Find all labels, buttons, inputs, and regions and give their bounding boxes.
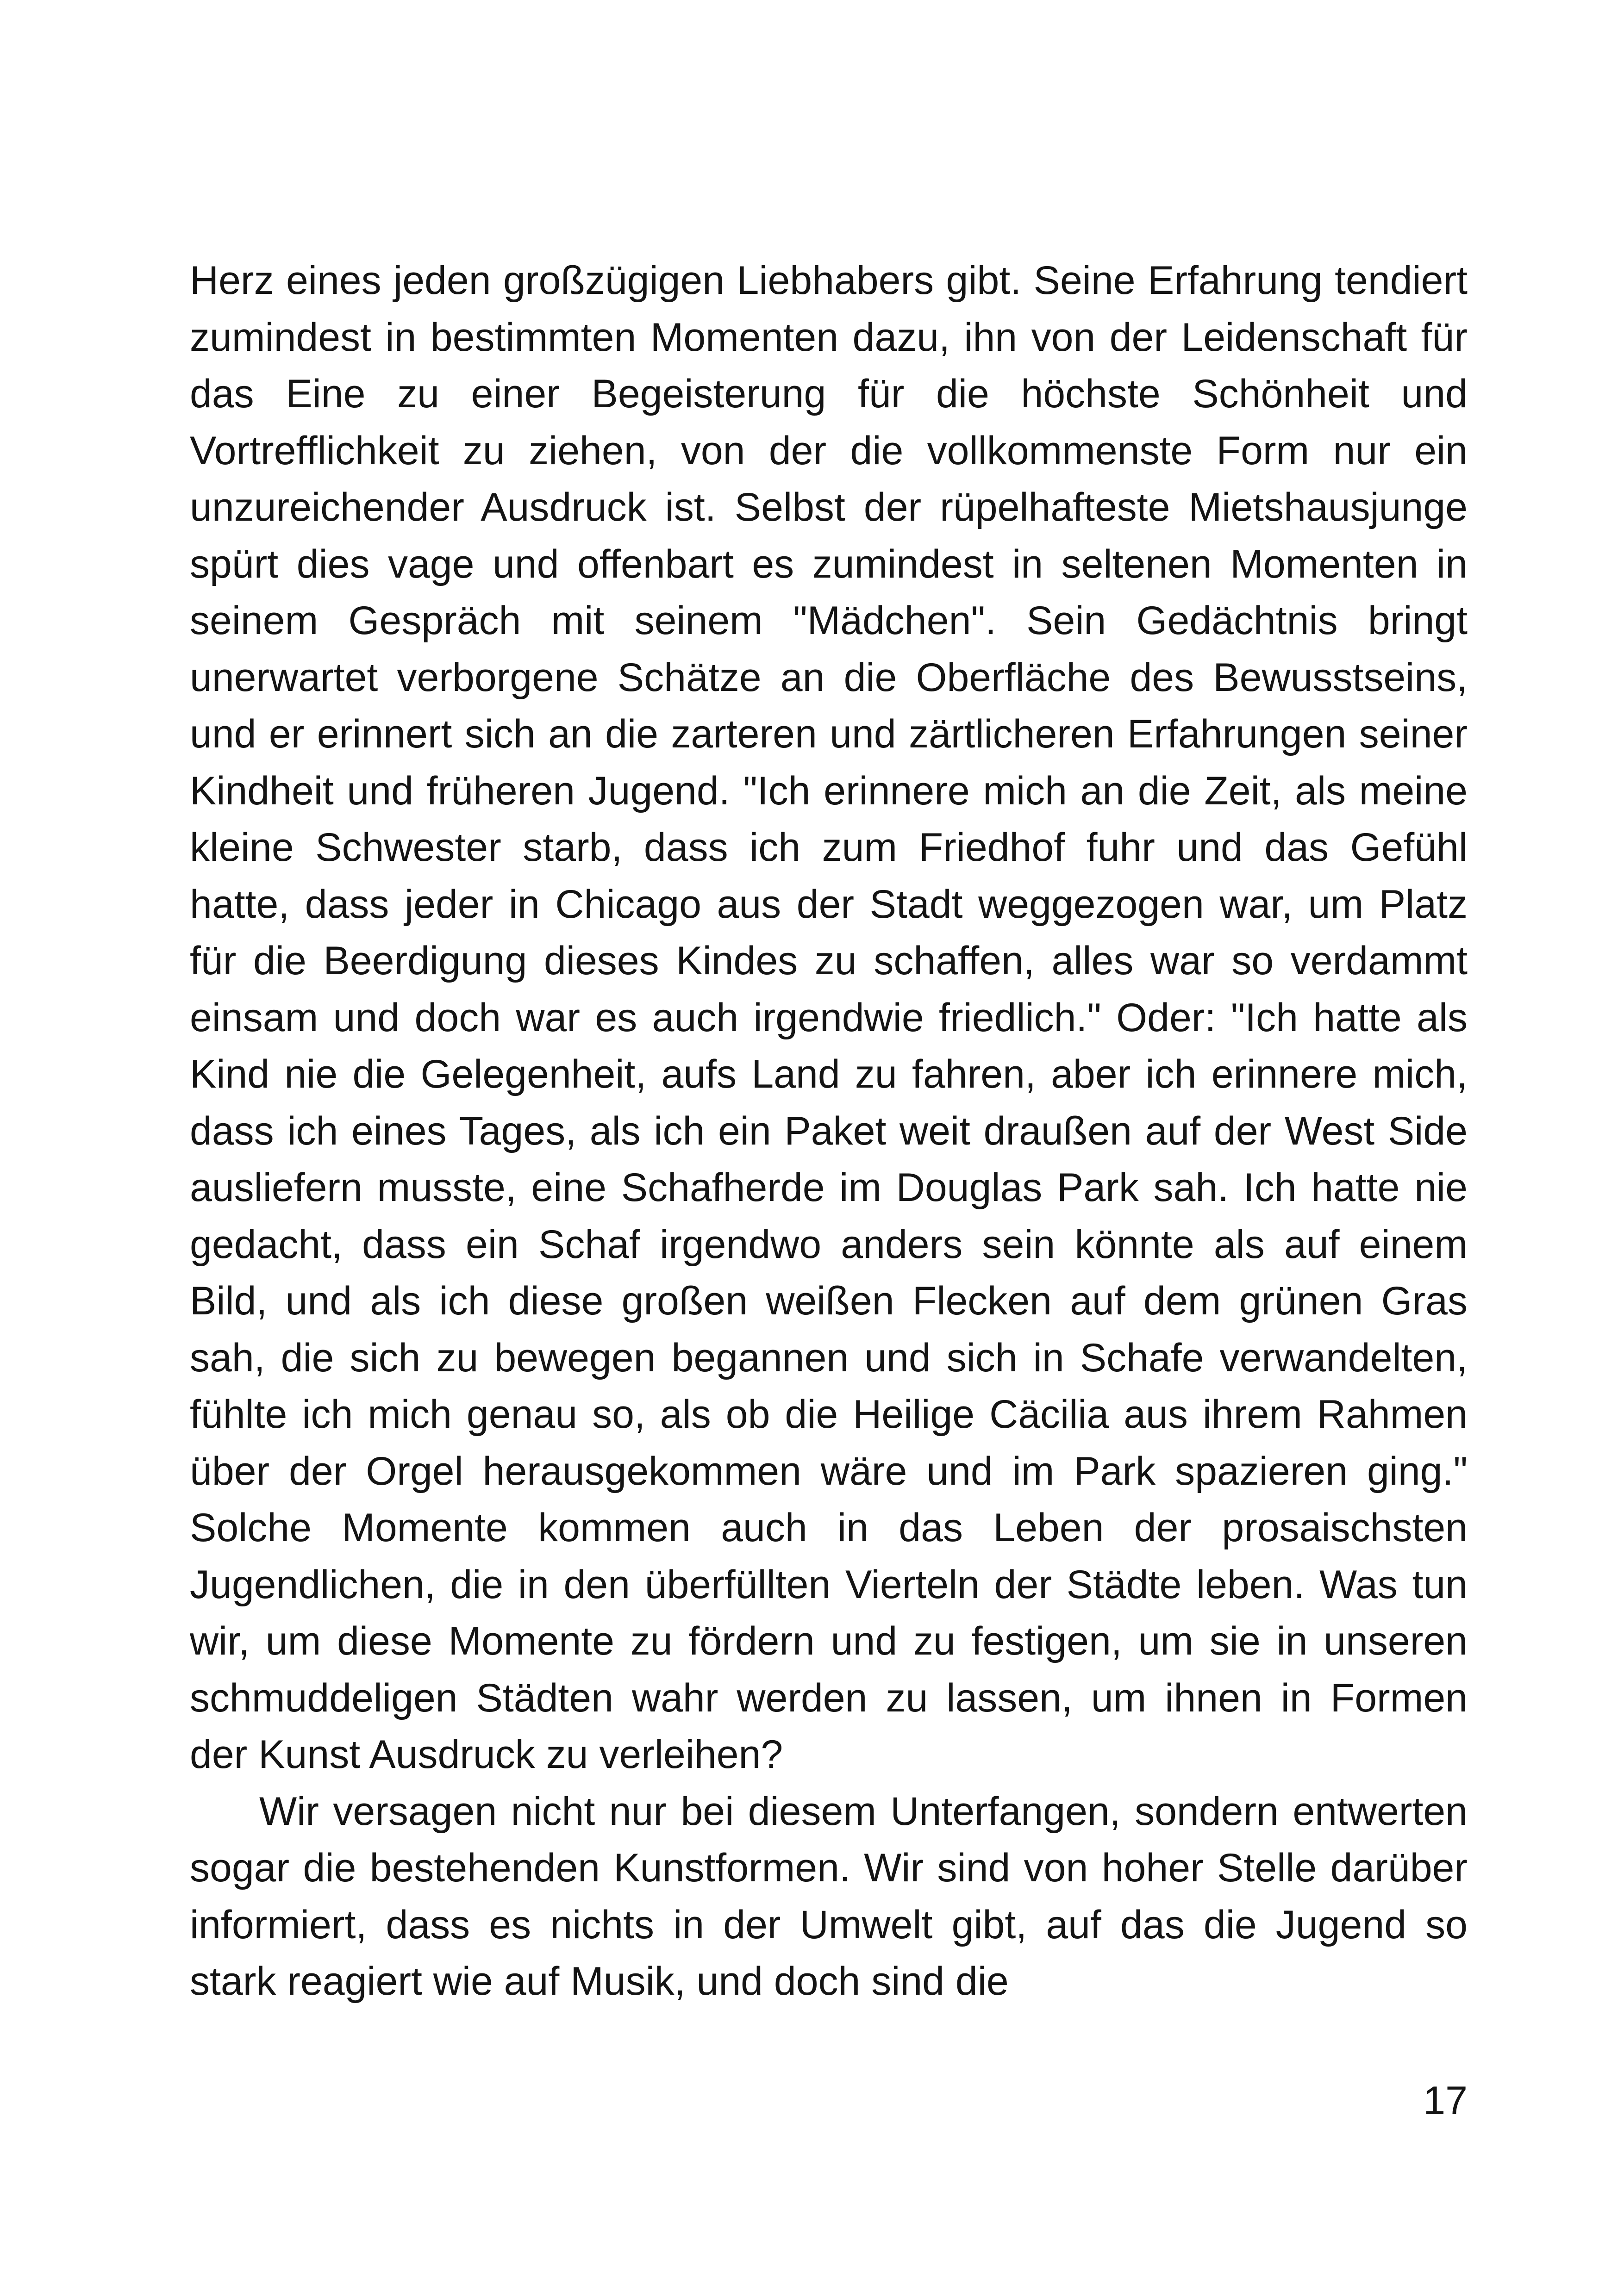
paragraph-1: Herz eines jeden großzügigen Liebhabers gibt. Seine Erfahrung tendiert zumindest in bestimmten Momenten dazu, ihn von der Leidenschaft für das Eine zu einer Begeisterung für die höchste Schönheit und Vortrefflichkeit zu ziehen, von der die vollkommenste Form nur ein unzureichender Ausdruck ist. Selbst der rüpelhafteste Mietshausjunge spürt dies vage und offenbart es zumindest in seltenen Momenten in seinem Gespräch mit seinem "Mädchen". Sein Gedächtnis bringt unerwartet verborgene Schätze an die Oberfläche des Bewusstseins, und er erinnert sich an die zarteren und zärtlicheren Erfahrungen seiner Kindheit und früheren Jugend. "Ich erinnere mich an die Zeit, als meine kleine Schwester starb, dass ich zum Friedhof fuhr und das Gefühl hatte, dass jeder in Chicago aus der Stadt weggezogen war, um Platz für die Beerdigung dieses Kindes zu schaffen, alles war so verdammt einsam und doch war es auch irgendwie friedlich." Oder: "Ich hatte als Kind nie die Gelegenheit, aufs Land zu fahren, aber ich erinnere mich, dass ich eines Tages, als ich ein Paket weit draußen auf der West Side ausliefern musste, eine Schafherde im Douglas Park sah. Ich hatte nie gedacht, dass ein Schaf irgendwo anders sein könnte als auf einem Bild, und als ich diese großen weißen Flecken auf dem grünen Gras sah, die sich zu bewegen begannen und sich in Schafe verwandelten, fühlte ich mich genau so, als ob die Heilige Cäcilia aus ihrem Rahmen über der Orgel herausgekommen wäre und im Park spazieren ging." Solche Momente kommen auch in das Leben der prosaischsten Jugendlichen, die in den überfüllten Vierteln der Städte leben. Was tun wir, um diese Momente zu fördern und zu festigen, um sie in unseren schmuddeligen Städten wahr werden zu lassen, um ihnen in Formen der Kunst Ausdruck zu verleihen? [190,258,1468,1777]
paragraph-2: Wir versagen nicht nur bei diesem Unterfangen, sondern entwerten sogar die bestehenden Kunstformen. Wir sind von hoher Stelle darüber informiert, dass es nichts in der Umwelt gibt, auf das die Jugend so stark reagiert wie auf Musik, und doch sind die [190,1789,1468,2004]
body-text [190,252,1468,2010]
page-number: 17 [1423,2078,1468,2123]
